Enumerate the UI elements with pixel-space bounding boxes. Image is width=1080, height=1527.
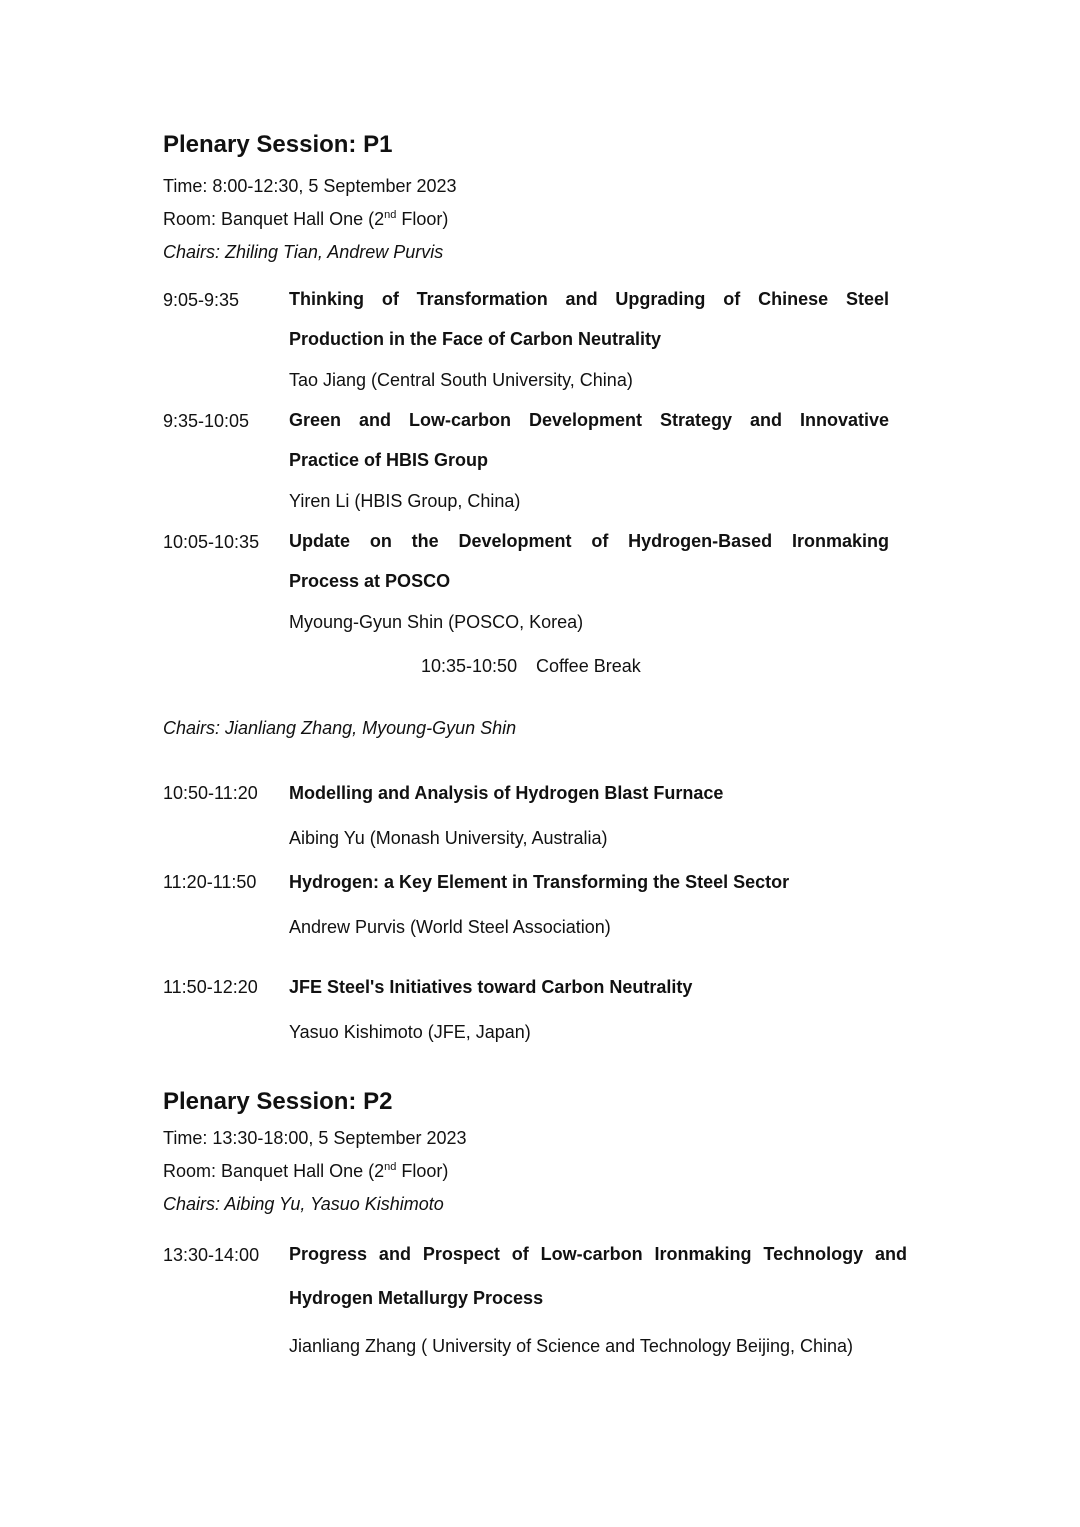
session-p2-heading: Plenary Session: P2 xyxy=(163,1088,393,1115)
talk-speaker: Yiren Li (HBIS Group, China) xyxy=(289,491,521,511)
break-label: Coffee Break xyxy=(536,656,641,676)
session-p1-time: Time: 8:00-12:30, 5 September 2023 xyxy=(163,176,457,196)
talk-speaker: Tao Jiang (Central South University, China) xyxy=(289,370,633,390)
talk-title: Progress and Prospect of Low-carbon Ironmaking Technology and xyxy=(289,1244,907,1264)
session-p1-chairs-second: Chairs: Jianliang Zhang, Myoung-Gyun Shin xyxy=(163,718,517,738)
session-p1-room xyxy=(163,209,448,230)
break-time: 10:35-10:50 xyxy=(421,656,518,676)
talk-title-continued: Production in the Face of Carbon Neutrality xyxy=(289,329,662,349)
talk-speaker: Jianliang Zhang ( University of Science and Technology Beijing, China) xyxy=(289,1336,853,1356)
room-suffix: Floor) xyxy=(396,1161,449,1181)
talk-time: 11:50-12:20 xyxy=(163,977,258,997)
talk-title-continued: Hydrogen Metallurgy Process xyxy=(289,1288,544,1308)
talk-time: 10:50-11:20 xyxy=(163,783,258,803)
talk-title: Hydrogen: a Key Element in Transforming the Steel Sector xyxy=(289,872,790,892)
session-p2-room xyxy=(163,1161,448,1182)
talk-title-continued: Practice of HBIS Group xyxy=(289,450,489,470)
talk-time: 9:35-10:05 xyxy=(163,411,250,431)
room-prefix: Room: Banquet Hall One (2 xyxy=(163,1161,385,1181)
talk-title: Thinking of Transformation and Upgrading of Chinese Steel xyxy=(289,289,889,309)
talk-speaker: Aibing Yu (Monash University, Australia) xyxy=(289,828,608,848)
talk-time: 13:30-14:00 xyxy=(163,1245,260,1265)
talk-title: Modelling and Analysis of Hydrogen Blast Furnace xyxy=(289,783,724,803)
room-superscript: nd xyxy=(384,209,397,221)
session-p2-chairs: Chairs: Aibing Yu, Yasuo Kishimoto xyxy=(163,1194,444,1214)
talk-time: 10:05-10:35 xyxy=(163,532,260,552)
room-superscript: nd xyxy=(384,1161,397,1173)
room-prefix: Room: Banquet Hall One (2 xyxy=(163,209,385,229)
session-p1-heading: Plenary Session: P1 xyxy=(163,131,393,158)
session-p1-chairs: Chairs: Zhiling Tian, Andrew Purvis xyxy=(163,242,444,262)
talk-title-continued: Process at POSCO xyxy=(289,571,451,591)
talk-title: Green and Low-carbon Development Strategy and Innovative xyxy=(289,410,889,430)
talk-speaker: Yasuo Kishimoto (JFE, Japan) xyxy=(289,1022,531,1042)
talk-title: Update on the Development of Hydrogen-Based Ironmaking xyxy=(289,531,889,551)
talk-time: 9:05-9:35 xyxy=(163,290,240,310)
talk-time: 11:20-11:50 xyxy=(163,872,257,892)
session-p2-time: Time: 13:30-18:00, 5 September 2023 xyxy=(163,1128,467,1148)
talk-speaker: Andrew Purvis (World Steel Association) xyxy=(289,917,611,937)
talk-speaker: Myoung-Gyun Shin (POSCO, Korea) xyxy=(289,612,584,632)
room-suffix: Floor) xyxy=(396,209,449,229)
talk-title: JFE Steel's Initiatives toward Carbon Neutrality xyxy=(289,977,693,997)
